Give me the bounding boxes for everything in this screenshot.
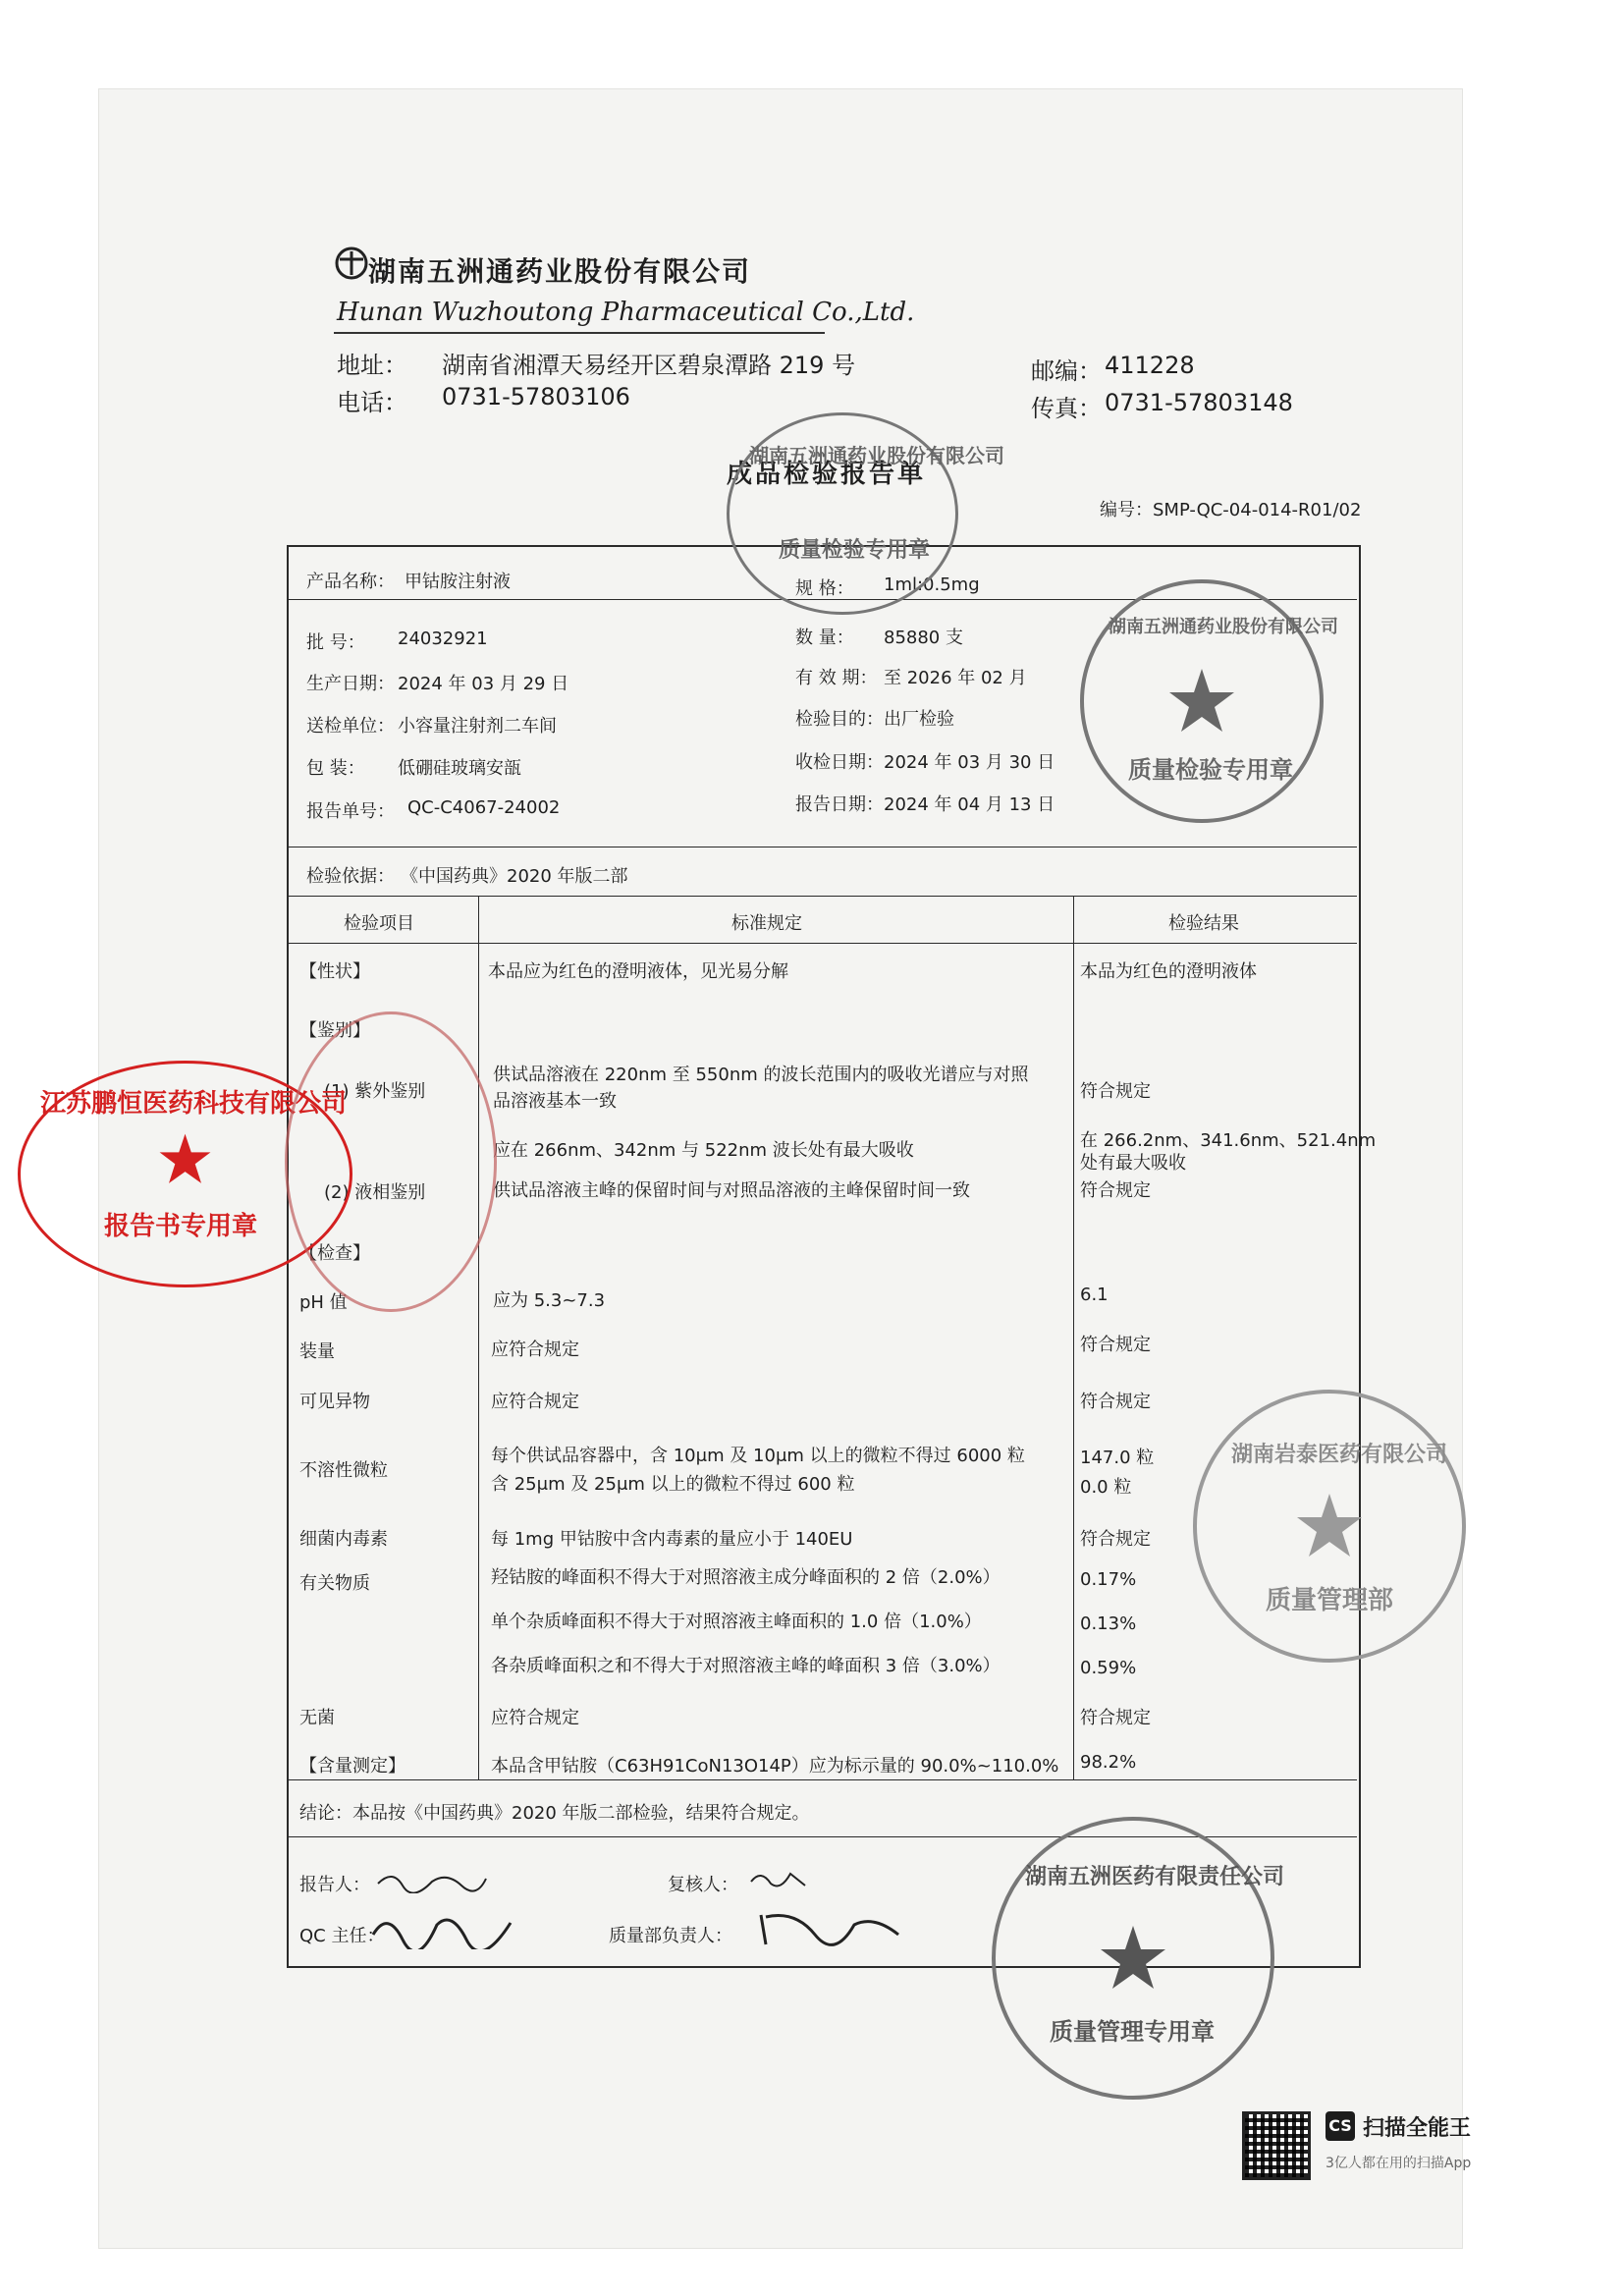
pack: 低硼硅玻璃安瓿 [398, 758, 521, 779]
table-row-std: 每 1mg 甲钴胺中含内毒素的量应小于 140EU [491, 1529, 853, 1550]
pack-label: 包 装： [306, 758, 365, 779]
yantai-quality-seal: 湖南岩泰医药有限公司 质量管理部 [1193, 1390, 1466, 1663]
report-title: 成品检验报告单 [727, 460, 927, 489]
qty-label: 数 量： [795, 628, 854, 648]
table-row-result: 处有最大吸收 [1080, 1153, 1186, 1174]
table-row-std: 本品含甲钴胺（C63H91CoN13O14P）应为标示量的 90.0%~110.0% [491, 1756, 1059, 1777]
table-row-result: 符合规定 [1080, 1081, 1151, 1102]
table-row-item: 可见异物 [299, 1392, 370, 1412]
table-row-std: 品溶液基本一致 [493, 1091, 617, 1112]
fax: 0731-57803148 [1105, 389, 1293, 416]
phone: 0731-57803106 [442, 383, 630, 410]
table-row-result: 0.59% [1080, 1658, 1137, 1678]
conclusion: 结论：本品按《中国药典》2020 年版二部检验，结果符合规定。 [299, 1803, 810, 1824]
col-item-header: 检验项目 [344, 913, 414, 934]
star-icon [1099, 1924, 1167, 1993]
rdate-label: 报告日期： [795, 794, 884, 815]
postcode-label: 邮编： [1031, 357, 1102, 385]
qa-signature [756, 1905, 903, 1953]
address-label: 地址： [337, 352, 407, 379]
report-number: QC-C4067-24002 [407, 797, 561, 818]
product-label: 产品名称： [306, 572, 395, 592]
purpose: 出厂检验 [884, 709, 954, 730]
table-row-result: 符合规定 [1080, 1335, 1151, 1355]
table-row-std: 本品应为红色的澄明液体，见光易分解 [488, 961, 788, 982]
table-row-item: 装量 [299, 1341, 335, 1362]
table-row-std: 应符合规定 [491, 1708, 579, 1728]
table-row-std: 应在 266nm、342nm 与 522nm 波长处有最大吸收 [493, 1140, 914, 1161]
reviewer-signature [746, 1864, 815, 1897]
qc-signature [368, 1905, 515, 1953]
table-row-std: 各杂质峰面积之和不得大于对照溶液主峰的峰面积 3 倍（3.0%） [491, 1656, 1001, 1676]
batch: 24032921 [398, 629, 488, 649]
header-underline [334, 332, 825, 334]
spec-label: 规 格： [795, 578, 854, 599]
table-row-std: 含 25μm 及 25μm 以上的微粒不得过 600 粒 [491, 1474, 855, 1495]
reporter-label: 报告人： [299, 1875, 370, 1895]
table-row-item: (1) 紫外鉴别 [324, 1081, 426, 1102]
table-row-item: (2) 液相鉴别 [324, 1182, 426, 1203]
table-row-item: 无菌 [299, 1708, 335, 1728]
dept: 小容量注射剂二车间 [398, 716, 557, 737]
table-row-std: 每个供试品容器中，含 10μm 及 10μm 以上的微粒不得过 6000 粒 [491, 1446, 1025, 1466]
product-name: 甲钴胺注射液 [405, 572, 511, 592]
postcode: 411228 [1105, 352, 1195, 379]
table-row-std: 应为 5.3~7.3 [493, 1290, 606, 1311]
batch-label: 批 号： [306, 632, 365, 653]
qr-code [1242, 2111, 1311, 2180]
reportno-label: 报告单号： [306, 801, 395, 822]
reviewer-label: 复核人： [668, 1875, 738, 1895]
table-row-result: 在 266.2nm、341.6nm、521.4nm [1080, 1130, 1377, 1151]
purpose-label: 检验目的： [795, 709, 884, 730]
company-quality-seal: 湖南五洲通药业股份有限公司 质量检验专用章 [727, 412, 958, 615]
basis-label: 检验依据： [306, 866, 395, 887]
qc-label: QC 主任： [299, 1926, 385, 1946]
table-row-result: 147.0 粒 [1080, 1448, 1155, 1468]
faded-red-seal [285, 1011, 497, 1312]
table-row-item: 【含量测定】 [299, 1756, 406, 1777]
table-row-std: 应符合规定 [491, 1339, 579, 1360]
address: 湖南省湘潭天易经开区碧泉潭路 219 号 [442, 352, 856, 379]
exp-date: 至 2026 年 02 月 [884, 668, 1027, 688]
table-row-item: 【性状】 [299, 961, 370, 982]
basis: 《中国药典》2020 年版二部 [401, 866, 628, 887]
table-row-std: 应符合规定 [491, 1392, 579, 1412]
rule [289, 896, 1357, 897]
camscanner-badge: CS [1325, 2111, 1355, 2141]
fax-label: 传真： [1031, 395, 1102, 422]
phone-label: 电话： [337, 389, 407, 416]
company-quality-seal-2: 湖南五洲通药业股份有限公司 质量检验专用章 [1080, 579, 1324, 823]
dept-label: 送检单位： [306, 716, 395, 737]
table-row-item: 有关物质 [299, 1573, 370, 1594]
recv-label: 收检日期： [795, 752, 884, 773]
table-col-divider [478, 896, 479, 1779]
qa-label: 质量部负责人： [609, 1926, 732, 1946]
table-row-item: pH 值 [299, 1292, 348, 1313]
table-row-result: 6.1 [1080, 1285, 1109, 1305]
table-row-std: 供试品溶液在 220nm 至 550nm 的波长范围内的吸收光谱应与对照 [493, 1065, 1029, 1085]
table-row-item: 【鉴别】 [299, 1020, 370, 1041]
company-name-cn: 湖南五洲通药业股份有限公司 [368, 255, 752, 288]
exp-label: 有 效 期： [795, 668, 878, 688]
table-row-result: 本品为红色的澄明液体 [1080, 961, 1257, 982]
table-row-result: 符合规定 [1080, 1529, 1151, 1550]
wuzhou-quality-seal: 湖南五洲医药有限责任公司 质量管理专用章 [992, 1817, 1274, 2100]
star-icon [1167, 667, 1236, 736]
mfg-label: 生产日期： [306, 674, 395, 694]
reporter-signature [373, 1864, 491, 1899]
table-row-std: 羟钴胺的峰面积不得大于对照溶液主成分峰面积的 2 倍（2.0%） [491, 1567, 1001, 1588]
table-row-result: 0.13% [1080, 1613, 1137, 1634]
col-result-header: 检验结果 [1168, 913, 1239, 934]
table-row-result: 0.0 粒 [1080, 1477, 1132, 1498]
table-row-result: 98.2% [1080, 1752, 1137, 1773]
table-header-rule [289, 943, 1357, 944]
table-row-std: 供试品溶液主峰的保留时间与对照品溶液的主峰保留时间一致 [493, 1180, 970, 1201]
table-row-result: 0.17% [1080, 1569, 1137, 1590]
scanner-tagline: 3亿人都在用的扫描App [1325, 2156, 1472, 2171]
table-row-result: 符合规定 [1080, 1708, 1151, 1728]
scanner-app-name: 扫描全能王 [1363, 2116, 1472, 2141]
table-row-result: 符合规定 [1080, 1180, 1151, 1201]
table-bottom-rule [289, 1779, 1357, 1780]
report-date: 2024 年 04 月 13 日 [884, 794, 1055, 815]
table-row-item: 不溶性微粒 [299, 1460, 388, 1481]
qty: 85880 支 [884, 628, 963, 648]
mfg-date: 2024 年 03 月 29 日 [398, 674, 569, 694]
recv-date: 2024 年 03 月 30 日 [884, 752, 1055, 773]
pengheng-report-seal: 江苏鹏恒医药科技有限公司 报告书专用章 [18, 1061, 352, 1287]
spec: 1ml:0.5mg [884, 574, 980, 595]
table-col-divider [1073, 896, 1074, 1779]
col-std-header: 标准规定 [731, 913, 802, 934]
document-code: 编号：SMP-QC-04-014-R01/02 [1100, 500, 1362, 520]
table-row-result: 符合规定 [1080, 1392, 1151, 1412]
star-icon [1295, 1492, 1364, 1560]
company-logo [334, 246, 369, 281]
table-row-std: 单个杂质峰面积不得大于对照溶液主峰面积的 1.0 倍（1.0%） [491, 1612, 982, 1632]
company-name-en: Hunan Wuzhoutong Pharmaceutical Co.,Ltd. [337, 298, 915, 327]
table-row-item: 细菌内毒素 [299, 1529, 388, 1550]
star-icon [158, 1132, 212, 1186]
table-row-item: 【检查】 [299, 1243, 370, 1264]
